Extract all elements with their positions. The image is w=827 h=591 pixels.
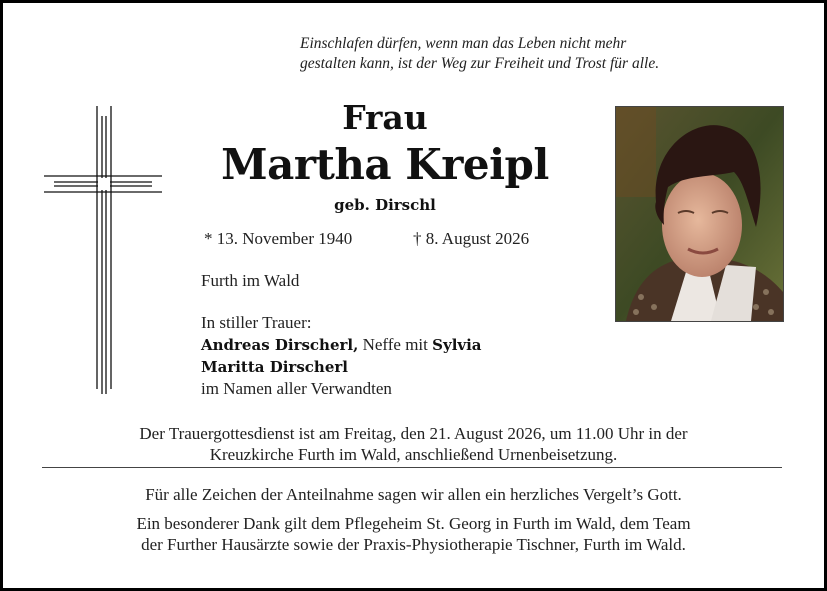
thanks-line-2: Ein besonderer Dank gilt dem Pflegeheim St. Georg in Furth im Wald, dem Team <box>136 514 691 533</box>
residence: Furth im Wald <box>201 271 300 290</box>
motto-line-1: Einschlafen dürfen, wenn man das Leben nicht mehr <box>300 35 627 52</box>
thanks-paragraph <box>40 513 787 555</box>
funeral-service-notice <box>40 423 787 465</box>
mourner-name-sylvia: Sylvia <box>432 336 482 354</box>
motto-quote <box>300 34 800 74</box>
mourning-intro: In stiller Trauer: <box>201 313 312 332</box>
mourner-line-2 <box>201 356 482 378</box>
service-line-1: Der Trauergottesdienst ist am Freitag, den 21. August 2026, um 11.00 Uhr in der <box>139 424 688 443</box>
birth-date: * 13. November 1940 <box>204 229 353 248</box>
birth-name: geb. Dirschl <box>334 196 436 214</box>
mourner-name-andreas: Andreas Dirscherl, <box>201 336 359 354</box>
mourner-relation: Neffe mit <box>358 335 433 354</box>
mourners-list <box>201 334 482 399</box>
portrait-photo <box>615 106 784 322</box>
mourner-name-maritta: Maritta Dirscherl <box>201 358 348 376</box>
salutation: Frau <box>342 98 428 137</box>
service-line-2: Kreuzkirche Furth im Wald, anschließend Urnenbeisetzung. <box>209 445 618 464</box>
divider <box>42 467 782 468</box>
mourner-closing: im Namen aller Verwandten <box>201 379 392 398</box>
thanks-line-1: Für alle Zeichen der Anteilnahme sagen wir allen ein herzliches Vergelt’s Gott. <box>145 485 682 504</box>
deceased-name: Martha Kreipl <box>221 140 549 189</box>
cross-icon <box>42 104 164 396</box>
motto-line-2: gestalten kann, ist der Weg zur Freiheit und Trost für alle. <box>300 55 660 72</box>
death-date: † 8. August 2026 <box>413 229 530 248</box>
thanks-line-3: der Further Hausärzte sowie der Praxis-Physiotherapie Tischner, Furth im Wald. <box>141 535 686 554</box>
mourner-line-1 <box>201 334 482 356</box>
